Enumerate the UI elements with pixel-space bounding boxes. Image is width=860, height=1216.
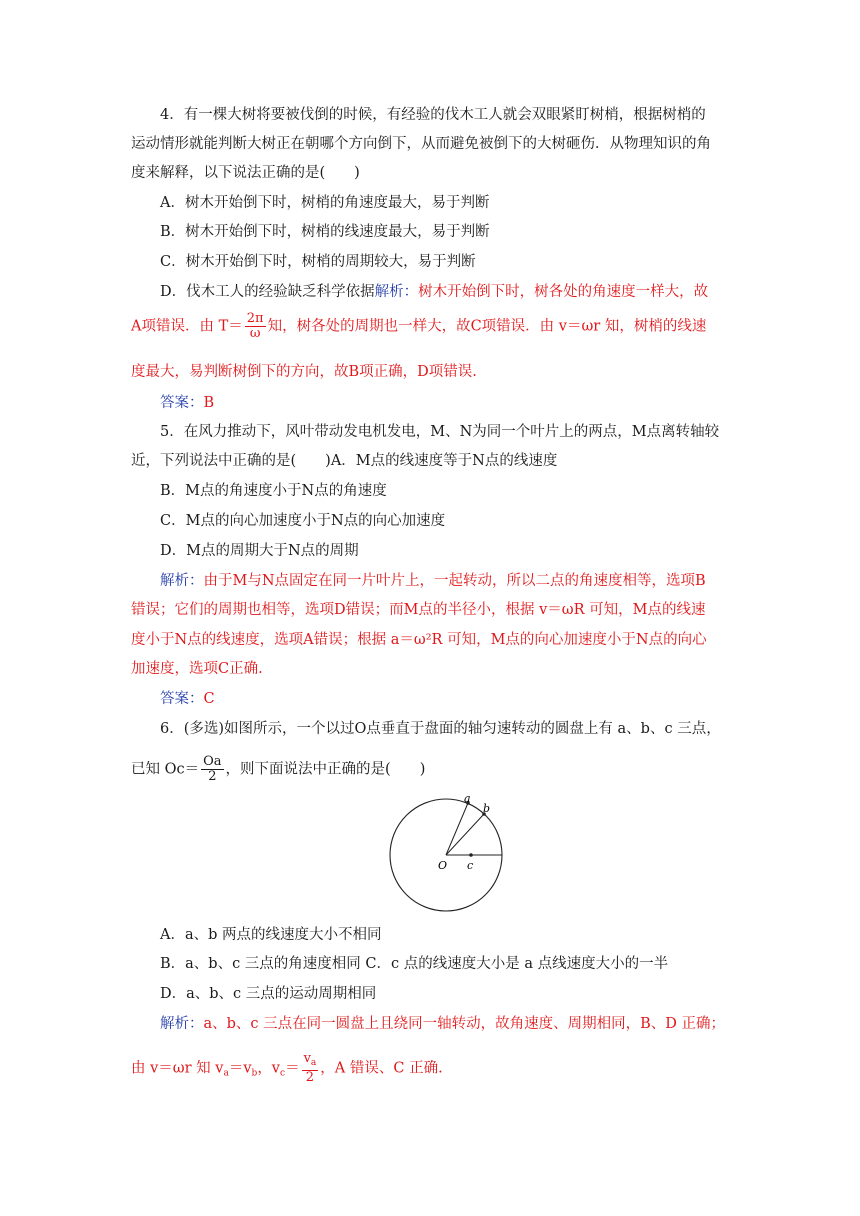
q4-fraction-numerator: 2π	[246, 311, 264, 326]
q4-analysis-label: 解析：	[374, 284, 419, 300]
q6-stem-line2	[131, 755, 425, 784]
q4-option-c: C．树木开始倒下时，树梢的周期较大，易于判断	[160, 254, 476, 270]
q4-period-fraction	[245, 312, 266, 341]
radius-to-b	[446, 814, 484, 855]
q6-sub-c: c	[280, 1068, 286, 1079]
q6-stem-2a: 已知 Oc＝	[131, 761, 200, 778]
q6-fraction-denominator: 2	[208, 769, 217, 784]
q4-analysis-line3: 度最大，易判断树倒下的方向，故B项正确，D项错误.	[131, 364, 477, 380]
q6-analysis-2c: ，v	[257, 1060, 281, 1077]
q4-fraction-denominator: ω	[249, 326, 261, 341]
q6-velocity-fraction	[302, 1052, 319, 1085]
q6-frac2-numerator	[302, 1052, 319, 1071]
q4-stem-line2: 运动情形就能判断大树正在朝哪个方向倒下，从而避免被倒下的大树砸伤．从物理知识的角	[131, 136, 711, 152]
q6-stem-2b: ，则下面说法中正确的是( )	[225, 761, 426, 778]
q6-sub-a: a	[223, 1068, 229, 1079]
q6-option-d: D．a、b、c 三点的运动周期相同	[160, 986, 377, 1002]
q4-analysis-line2	[131, 312, 706, 341]
q4-analysis-2a: A项错误．由 T＝	[131, 318, 243, 335]
point-c	[469, 853, 473, 857]
q5-option-b: B．M点的角速度小于N点的角速度	[160, 483, 387, 499]
q5-stem-line2: 近，下列说法中正确的是( )A．M点的线速度等于N点的线速度	[131, 453, 558, 469]
q4-analysis-1: 树木开始倒下时，树各处的角速度一样大，故	[418, 284, 709, 300]
q6-option-b: B．a、b、c 三点的角速度相同 C．c 点的线速度大小是 a 点线速度大小的一半	[160, 956, 669, 972]
q5-analysis-line2: 错误；它们的周期也相等，选项D错误；而M点的半径小，根据 v＝ωR 可知，M点的线速	[131, 602, 706, 618]
rotating-disc-figure	[380, 792, 510, 916]
q6-sub-b: b	[251, 1068, 258, 1079]
q4-option-d-line	[160, 282, 708, 302]
q4-option-d: D．伐木工人的经验缺乏科学依据	[160, 284, 375, 300]
q6-analysis-label: 解析：	[160, 1016, 204, 1032]
q6-frac2-v: v	[303, 1051, 311, 1066]
q5-option-d: D．M点的周期大于N点的周期	[160, 543, 359, 559]
q6-analysis-2e: ，A 错误、C 正确.	[320, 1060, 443, 1077]
q5-analysis-line4: 加速度，选项C正确.	[131, 661, 263, 677]
q5-stem-line1: 5．在风力推动下，风叶带动发电机发电，M、N为同一个叶片上的两点，M点离转轴较	[160, 424, 720, 440]
q4-option-a: A．树木开始倒下时，树梢的角速度最大，易于判断	[160, 195, 490, 211]
q5-analysis-line1	[160, 571, 706, 591]
label-a: a	[464, 792, 471, 805]
q6-fraction-numerator: Oa	[203, 754, 222, 769]
q4-answer: B	[203, 395, 215, 411]
q5-option-c: C．M点的向心加速度小于N点的向心加速度	[160, 513, 446, 529]
q6-frac2-denominator: 2	[305, 1070, 315, 1085]
q4-option-b: B．树木开始倒下时，树梢的线速度最大，易于判断	[160, 224, 490, 240]
q5-analysis-label: 解析：	[160, 573, 204, 589]
q5-analysis-line3: 度小于N点的线速度，选项A错误；根据 a＝ω²R 可知，M点的向心加速度小于N点的向心	[131, 632, 707, 648]
radius-to-a	[446, 803, 468, 855]
label-b: b	[483, 802, 491, 815]
q6-analysis-line1	[160, 1014, 725, 1034]
q5-answer-label: 答案：	[160, 691, 204, 707]
q6-analysis-1: a、b、c 三点在同一圆盘上且绕同一轴转动，故角速度、周期相同，B、D 正确；	[203, 1016, 726, 1032]
q5-answer: C	[203, 691, 215, 707]
q4-stem-line1: 4．有一棵大树将要被伐倒的时候，有经验的伐木工人就会双眼紧盯树梢，根据树梢的	[160, 107, 706, 123]
q6-analysis-2d: ＝	[285, 1060, 300, 1077]
q4-analysis-2b: 知，树各处的周期也一样大，故C项错误．由 v＝ωr 知，树梢的线速	[267, 318, 707, 335]
q5-answer-line	[160, 689, 215, 709]
q6-frac2-sub: a	[310, 1058, 317, 1068]
q4-answer-label: 答案：	[160, 395, 204, 411]
q6-analysis-2a: 由 v＝ωr 知 v	[131, 1060, 224, 1077]
q6-stem-line1: 6．(多选)如图所示，一个以过O点垂直于盘面的轴匀速转动的圆盘上有 a、b、c 三点，	[160, 721, 721, 737]
q5-analysis-1: 由于M与N点固定在同一片叶片上，一起转动，所以二点的角速度相等，选项B	[203, 573, 706, 589]
q6-option-a: A．a、b 两点的线速度大小不相同	[160, 927, 382, 943]
q6-analysis-2b: ＝v	[228, 1060, 252, 1077]
q6-analysis-line2	[131, 1052, 443, 1085]
q4-stem-line3: 度来解释，以下说法正确的是( )	[131, 165, 360, 181]
label-c: c	[467, 859, 474, 872]
q4-answer-line	[160, 393, 214, 413]
q6-oc-fraction	[201, 755, 223, 784]
label-O: O	[438, 859, 448, 872]
